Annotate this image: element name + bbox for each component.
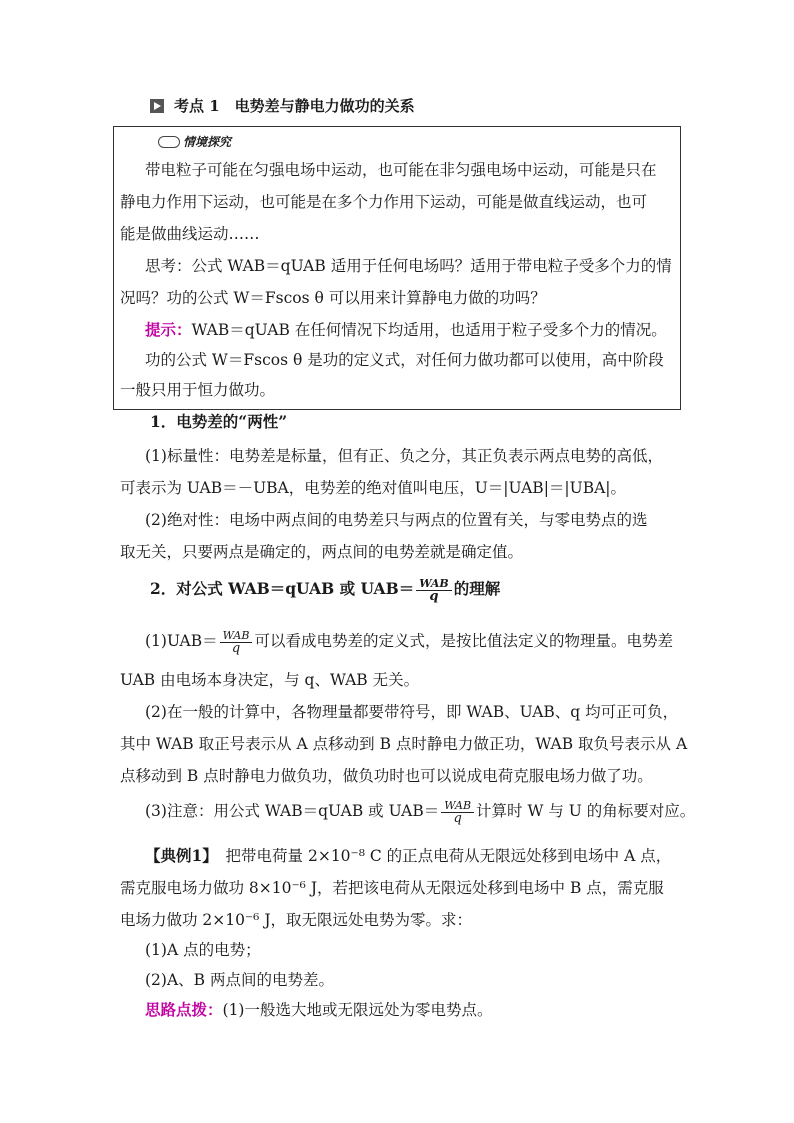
box-line-5: 况吗？功的公式 W＝Fscos θ 可以用来计算静电力做的功吗？ xyxy=(120,289,546,307)
example-line-4: (1)A 点的电势； xyxy=(145,941,261,959)
section-heading xyxy=(150,96,415,116)
fraction-denominator: q xyxy=(429,588,439,604)
section2-title-b: 的理解 xyxy=(453,579,501,598)
box-line-7: 功的公式 W＝Fscos θ 是功的定义式，对任何力做功都可以使用，高中阶段 xyxy=(145,351,664,369)
hint-label: 提示： xyxy=(145,320,192,339)
box-line-3: 能是做曲线运动…… xyxy=(120,225,260,243)
section1-line-4: 取无关，只要两点是确定的，两点间的电势差就是确定值。 xyxy=(120,543,524,561)
formula-fraction xyxy=(416,578,451,603)
example-line-3: 电场力做功 2×10⁻⁶ J，取无限远处电势为零。求： xyxy=(120,911,473,929)
box-hint-line xyxy=(145,320,667,340)
box-line-2: 静电力作用下运动，也可能是在多个力作用下运动，可能是做直线运动，也可 xyxy=(120,193,648,211)
eye-icon xyxy=(158,136,180,148)
box-label-text: 情境探究 xyxy=(183,135,232,149)
example-text-1: 把带电荷量 2×10⁻⁸ C 的正点电荷从无限远处移到电场中 A 点， xyxy=(210,847,672,865)
section2-p2-line-1: (2)在一般的计算中，各物理量都要带符号，即 WAB、UAB、q 均可正可负， xyxy=(145,703,679,721)
formula-fraction xyxy=(220,630,253,655)
example-hint-label: 思路点拨： xyxy=(145,1000,223,1019)
section2-p1 xyxy=(145,626,673,656)
section2-p2-line-2: 其中 WAB 取正号表示从 A 点移动到 B 点时静电力做正功，WAB 取负号表示从 A xyxy=(120,735,688,753)
section2-title-a: 2．对公式 WAB＝qUAB 或 UAB＝ xyxy=(150,579,415,598)
section2-p2-line-3: 点移动到 B 点时静电力做负功，做负功时也可以说成电荷克服电场力做了功。 xyxy=(120,767,653,785)
p3-a: (3)注意：用公式 WAB＝qUAB 或 UAB＝ xyxy=(145,802,440,820)
fraction-denominator: q xyxy=(231,640,241,656)
example-hint xyxy=(145,1000,492,1020)
section2-p3 xyxy=(145,796,695,826)
fraction-numerator: WAB xyxy=(441,800,474,813)
play-triangle-icon xyxy=(150,99,164,113)
example-label: 【典例1】 xyxy=(145,846,211,865)
box-line-1: 带电粒子可能在匀强电场中运动，也可能在非匀强电场中运动，可能是只在 xyxy=(145,161,657,179)
section2-p1c: UAB 由电场本身决定，与 q、WAB 无关。 xyxy=(120,671,420,689)
example-line-2: 需克服电场力做功 8×10⁻⁶ J，若把该电荷从无限远处移到电场中 B 点，需克服 xyxy=(120,879,664,897)
box-line-8: 一般只用于恒力做功。 xyxy=(120,381,276,399)
example-line-5: (2)A、B 两点间的电势差。 xyxy=(145,971,334,989)
hint-text: WAB＝qUAB 在任何情况下均适用，也适用于粒子受多个力的情况。 xyxy=(191,321,667,339)
example-line-1 xyxy=(145,846,671,866)
formula-fraction xyxy=(441,800,474,825)
fraction-numerator: WAB xyxy=(220,630,253,643)
section2-title xyxy=(150,574,500,604)
heading-text: 考点 1 电势差与静电力做功的关系 xyxy=(174,97,415,115)
section1-line-3: (2)绝对性：电场中两点间的电势差只与两点的位置有关，与零电势点的选 xyxy=(145,511,648,529)
section1-line-2: 可表示为 UAB＝－UBA，电势差的绝对值叫电压，U＝|UAB|＝|UBA|。 xyxy=(120,479,627,497)
fraction-denominator: q xyxy=(453,810,462,826)
box-line-4: 思考：公式 WAB＝qUAB 适用于任何电场吗？适用于带电粒子受多个力的情 xyxy=(145,257,672,275)
p1-a: (1)UAB＝ xyxy=(145,632,218,650)
fraction-numerator: WAB xyxy=(416,578,451,591)
section1-title: 1．电势差的“两性” xyxy=(150,412,288,431)
section1-line-1: (1)标量性：电势差是标量，但有正、负之分，其正负表示两点电势的高低， xyxy=(145,447,663,465)
p1-b: 可以看成电势差的定义式，是按比值法定义的物理量。电势差 xyxy=(254,632,673,650)
box-label xyxy=(158,133,231,150)
example-hint-text: (1)一般选大地或无限远处为零电势点。 xyxy=(222,1001,493,1019)
p3-b: 计算时 W 与 U 的角标要对应。 xyxy=(476,802,696,820)
